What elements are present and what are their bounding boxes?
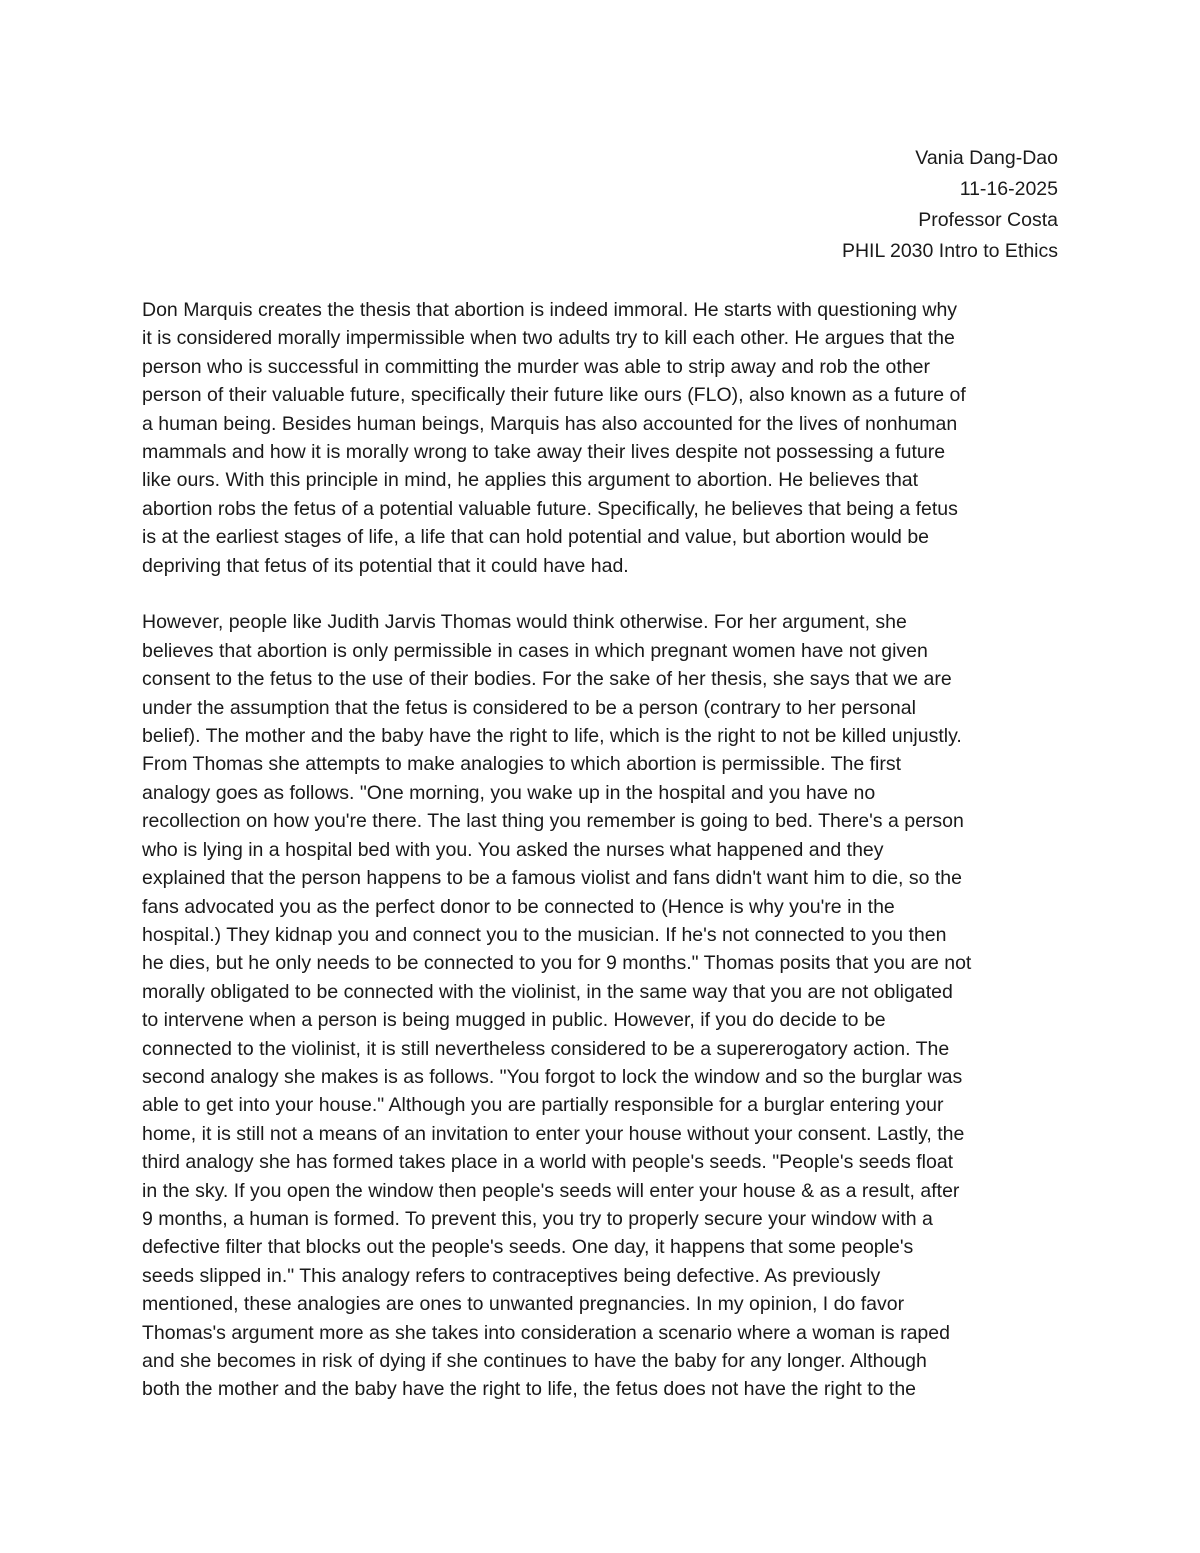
text-line: consent to the fetus to the use of their bodies. For the sake of her thesis, she says that we are: [142, 668, 952, 691]
text-line: second analogy she makes is as follows. "You forgot to lock the window and so the burglar was: [142, 1065, 963, 1088]
text-line: able to get into your house." Although you are partially responsible for a burglar entering your: [142, 1094, 944, 1117]
text-line: to intervene when a person is being mugged in public. However, if you do decide to be: [142, 1009, 886, 1032]
text-line: explained that the person happens to be a famous violist and fans didn't want him to die, so the: [142, 867, 962, 890]
text-line: person of their valuable future, specifically their future like ours (FLO), also known as a future of: [142, 384, 966, 407]
text-line: recollection on how you're there. The last thing you remember is going to bed. There's a person: [142, 810, 964, 833]
text-line: defective filter that blocks out the people's seeds. One day, it happens that some people's: [142, 1236, 914, 1259]
text-line: hospital.) They kidnap you and connect you to the musician. If he's not connected to you then: [142, 923, 947, 946]
text-line: connected to the violinist, it is still nevertheless considered to be a supererogatory action. The: [142, 1037, 950, 1060]
text-line: Don Marquis creates the thesis that abortion is indeed immoral. He starts with questioning why: [142, 299, 958, 321]
essay-date: 11-16-2025: [959, 178, 1058, 200]
text-line: Thomas's argument more as she takes into consideration a scenario where a woman is raped: [142, 1321, 950, 1344]
text-line: a human being. Besides human beings, Marquis has also accounted for the lives of nonhuman: [142, 412, 958, 435]
text-line: 9 months, a human is formed. To prevent this, you try to properly secure your window with a: [142, 1207, 933, 1230]
text-line: mentioned, these analogies are ones to unwanted pregnancies. In my opinion, I do favor: [142, 1293, 905, 1316]
text-line: it is considered morally impermissible when two adults try to kill each other. He argues that the: [142, 327, 955, 350]
text-line: person who is successful in committing the murder was able to strip away and rob the other: [142, 355, 930, 378]
professor-name: Professor Costa: [918, 209, 1058, 231]
course-title: PHIL 2030 Intro to Ethics: [841, 240, 1058, 262]
text-line: morally obligated to be connected with the violinist, in the same way that you are not obligated: [142, 980, 953, 1003]
paragraph-1: [142, 296, 1062, 580]
text-line: seeds slipped in." This analogy refers to contraceptives being defective. As previously: [142, 1264, 881, 1287]
heading-block: [842, 143, 1058, 267]
text-line: who is lying in a hospital bed with you. You asked the nurses what happened and they: [142, 838, 884, 861]
text-line: home, it is still not a means of an invitation to enter your house without your consent. Lastly, the: [142, 1122, 965, 1145]
paragraph-2: [142, 608, 1062, 1403]
text-line: and she becomes in risk of dying if she continues to have the baby for any longer. Although: [142, 1350, 927, 1373]
text-line: From Thomas she attempts to make analogies to which abortion is permissible. The first: [142, 753, 902, 776]
text-line: mammals and how it is morally wrong to take away their lives despite not possessing a future: [142, 441, 946, 464]
text-line: is at the earliest stages of life, a life that can hold potential and value, but abortion would be: [142, 526, 930, 549]
text-line: he dies, but he only needs to be connected to you for 9 months." Thomas posits that you are not: [142, 952, 972, 975]
text-line: analogy goes as follows. "One morning, you wake up in the hospital and you have no: [142, 781, 876, 804]
text-line: belief). The mother and the baby have the right to life, which is the right to not be killed unjustly.: [142, 725, 962, 748]
text-line: abortion robs the fetus of a potential valuable future. Specifically, he believes that being a fetus: [142, 497, 958, 520]
text-line: fans advocated you as the perfect donor to be connected to (Hence is why you're in the: [142, 895, 895, 918]
text-line: third analogy she has formed takes place in a world with people's seeds. "People's seeds float: [142, 1151, 954, 1174]
text-line: depriving that fetus of its potential that it could have had.: [142, 554, 629, 577]
text-line: in the sky. If you open the window then people's seeds will enter your house & as a result, after: [142, 1179, 960, 1202]
essay-body: [142, 296, 1062, 1432]
text-line: However, people like Judith Jarvis Thomas would think otherwise. For her argument, she: [142, 611, 907, 634]
text-line: under the assumption that the fetus is considered to be a person (contrary to her personal: [142, 696, 916, 719]
author-name: Vania Dang-Dao: [915, 147, 1058, 169]
text-line: both the mother and the baby have the right to life, the fetus does not have the right to the: [142, 1378, 917, 1401]
text-line: believes that abortion is only permissible in cases in which pregnant women have not given: [142, 639, 928, 662]
text-line: like ours. With this principle in mind, he applies this argument to abortion. He believes that: [142, 469, 919, 492]
